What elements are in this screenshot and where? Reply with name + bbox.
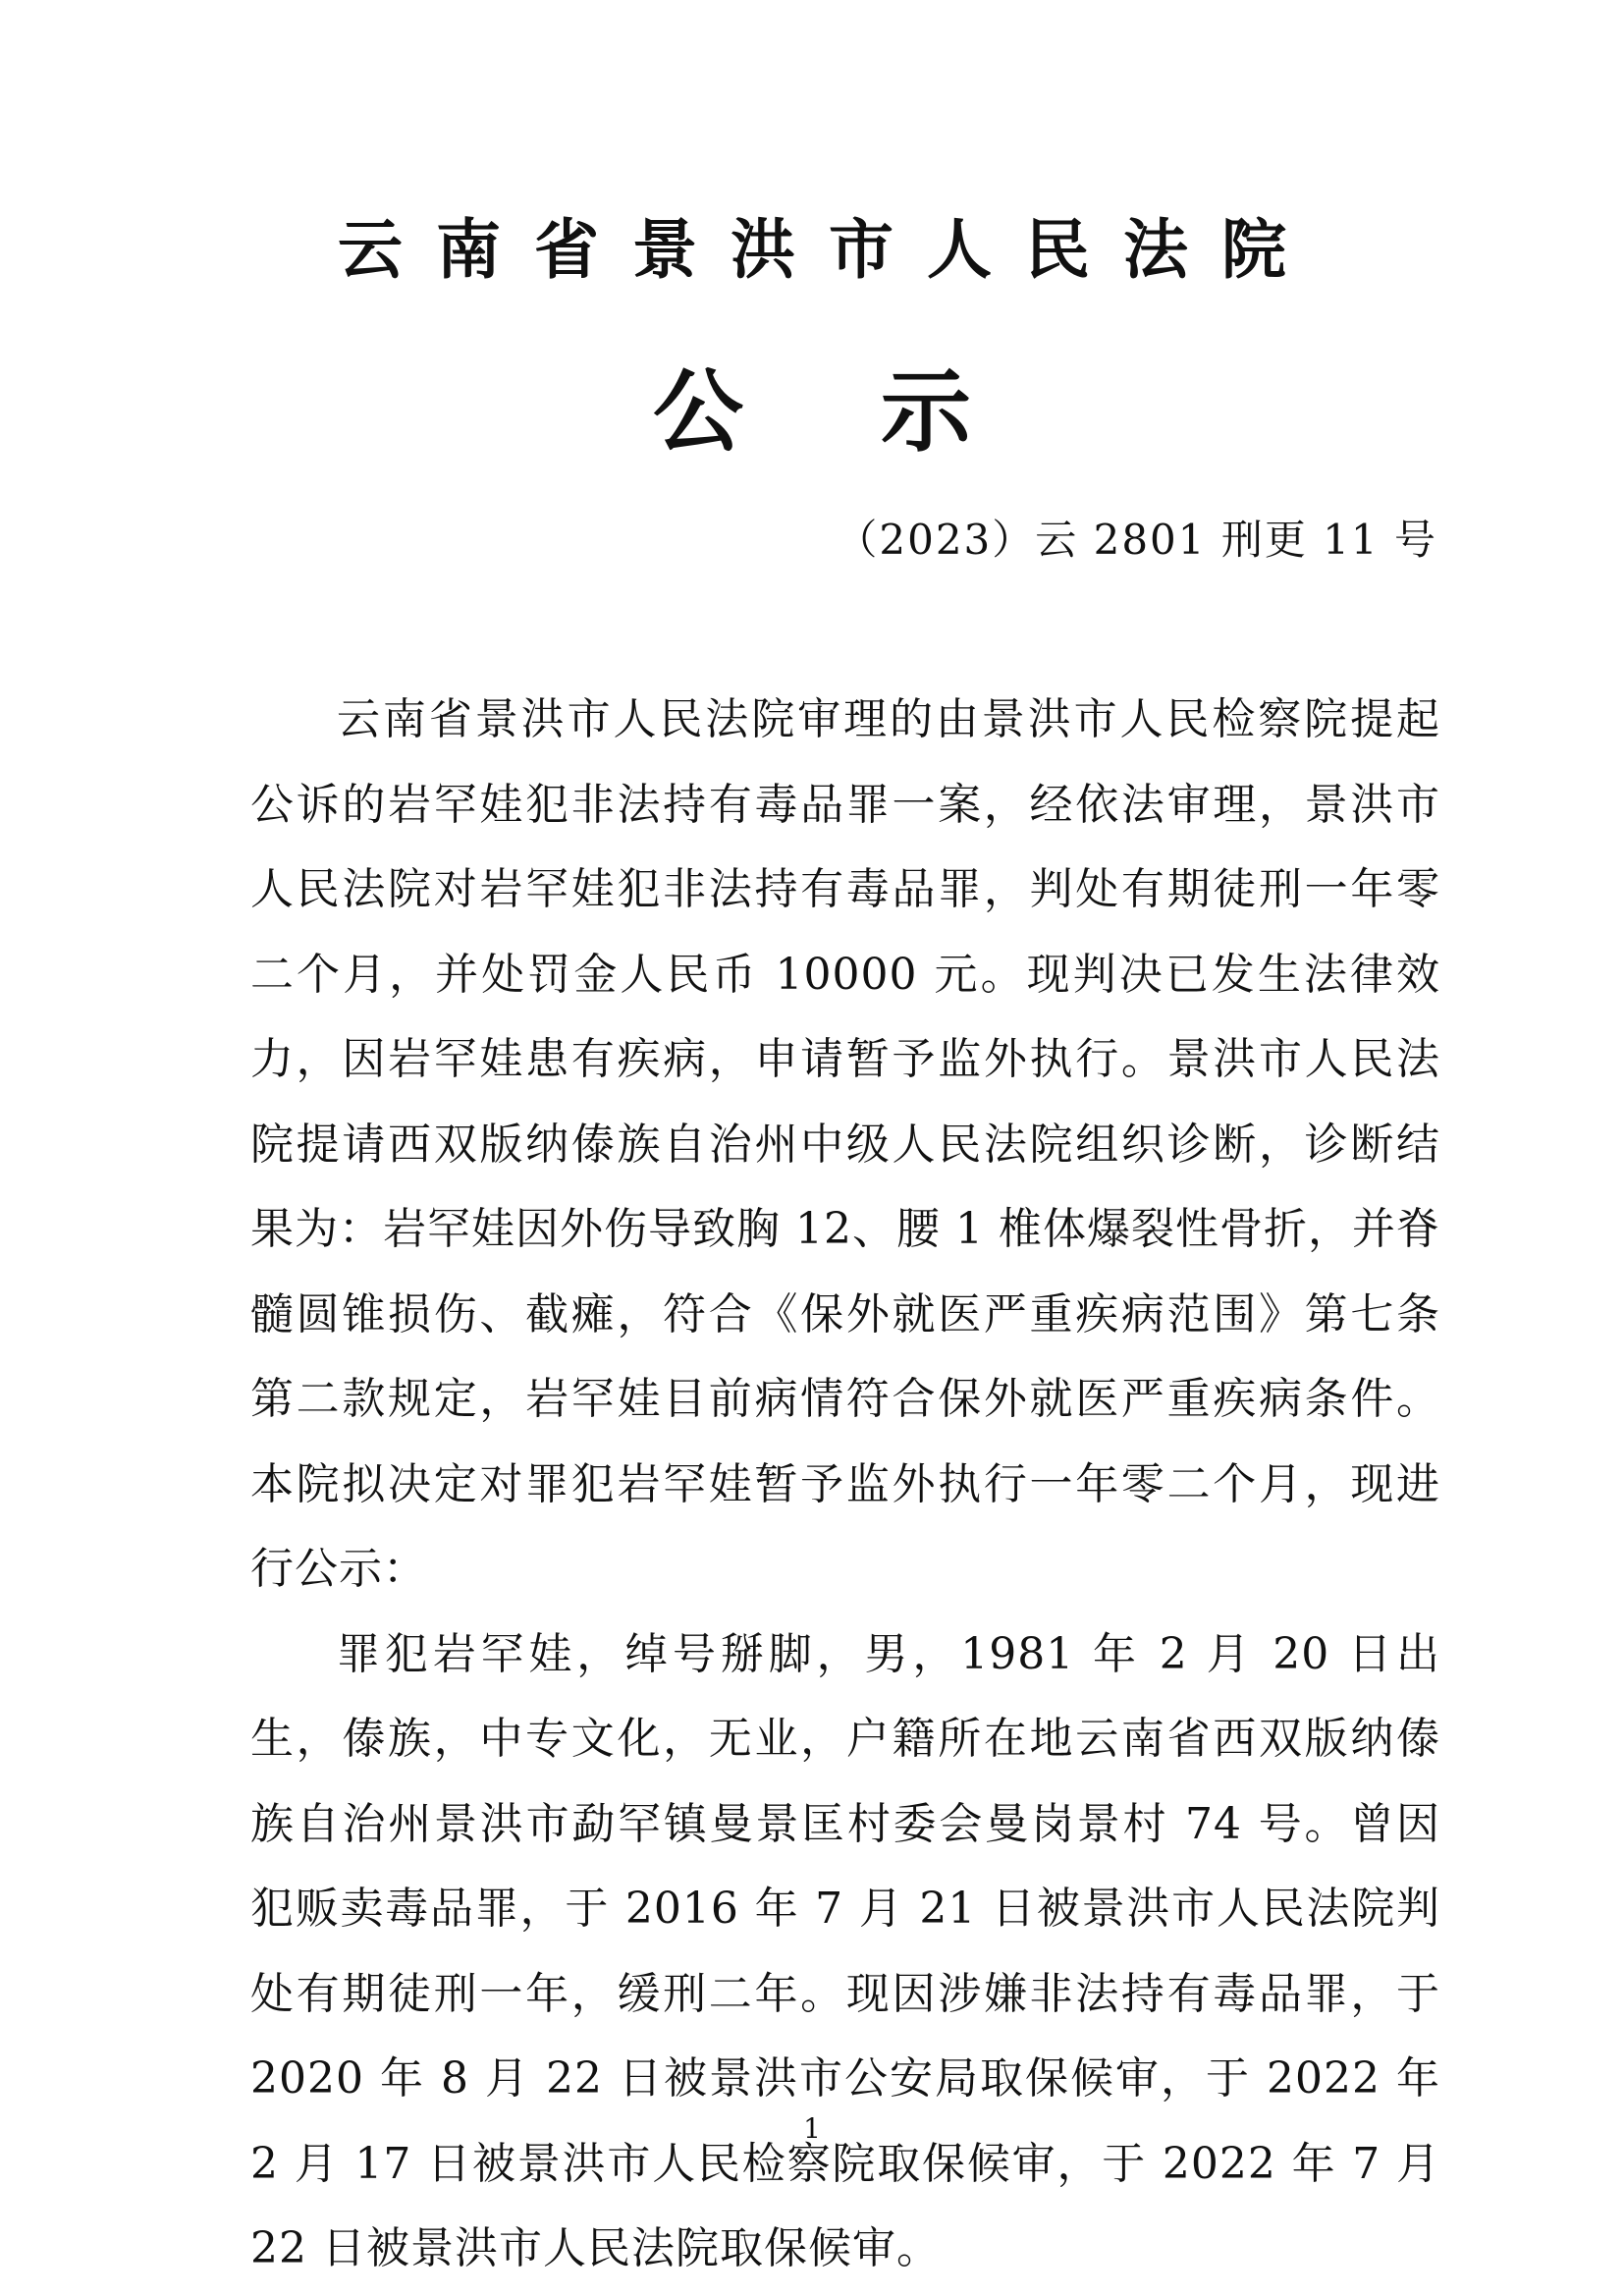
case-number: （2023）云 2801 刑更 11 号 [836, 516, 1437, 564]
court-name-heading: 云南省景洪市人民法院 [338, 212, 1320, 288]
document-title: 公示 [652, 359, 1109, 465]
paragraph-case-summary: 云南省景洪市人民法院审理的由景洪市人民检察院提起公诉的岩罕娃犯非法持有毒品罪一案，经依法审理，景洪市人民法院对岩罕娃犯非法持有毒品罪，判处有期徒刑一年零二个月，并处罚金人民币 10000 元。现判决已发生法律效力，因岩罕娃患有疾病，申请暂予监外执行。景洪市人民法院提请西双版纳傣族自治州中级人民法院组织诊断，诊断结果为：岩罕娃因外伤导致胸 12、腰 1 椎体爆裂性骨折，并脊髓圆锥损伤、截瘫，符合《保外就医严重疾病范围》第七条第二款规定，岩罕娃目前病情符合保外就医严重疾病条件。本院拟决定对罪犯岩罕娃暂予监外执行一年零二个月，现进行公示： [250, 694, 1440, 1594]
page-number: 1 [803, 2112, 821, 2145]
document-body [250, 678, 1440, 2292]
paragraph-offender-info: 罪犯岩罕娃，绰号掰脚，男，1981 年 2 月 20 日出生，傣族，中专文化，无业，户籍所在地云南省西双版纳傣族自治州景洪市勐罕镇曼景匡村委会曼岗景村 74 号。曾因犯贩卖毒品罪，于 2016 年 7 月 21 日被景洪市人民法院判处有期徒刑一年，缓刑二年。现因涉嫌非法持有毒品罪，于 2020 年 8 月 22 日被景洪市公安局取保候审，于 2022 年 2 月 17 日被景洪市人民检察院取保候审，于 2022 年 7 月 22 日被景洪市人民法院取保候审。 [250, 1628, 1441, 2273]
